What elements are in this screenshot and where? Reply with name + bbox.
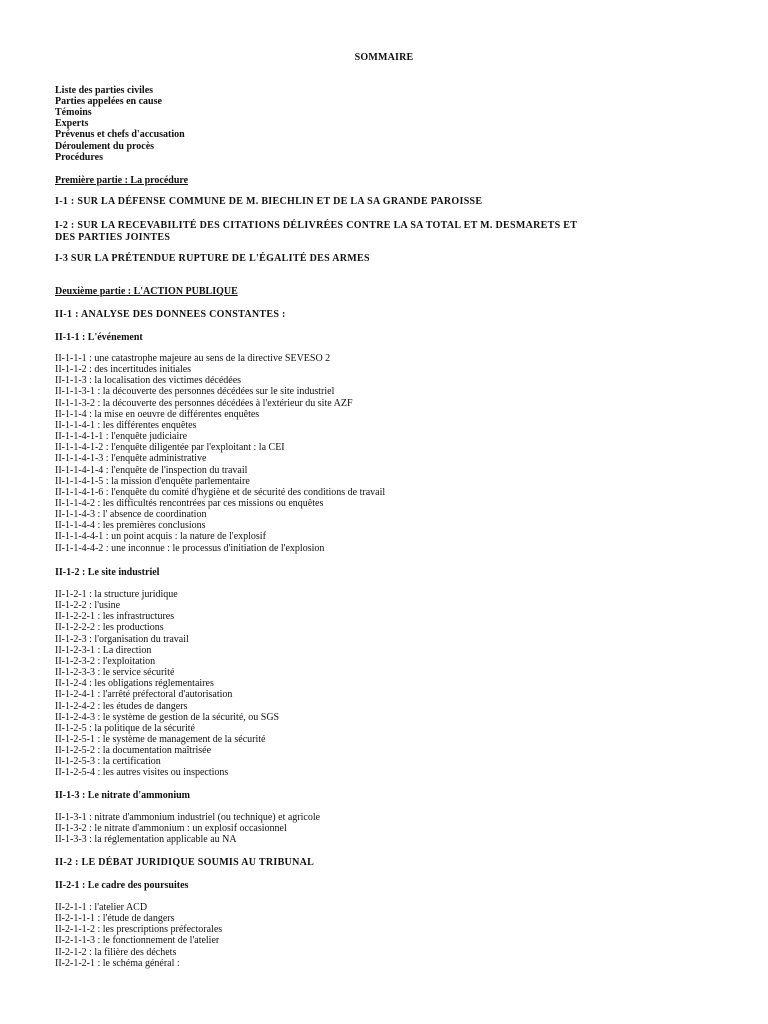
summary-entry: Procédures: [55, 151, 103, 163]
toc-entry: II-1-2-3-1 : La direction: [55, 644, 152, 656]
toc-entry: II-1-2-4 : les obligations réglementaires: [55, 678, 214, 690]
toc-entry: II-1-1-4-1 : les différentes enquêtes: [55, 419, 197, 431]
toc-entry: II-2-1-2 : la filière des déchets: [55, 946, 177, 958]
toc-entry: II-1-2-5-3 : la certification: [55, 756, 161, 768]
summary-entry: Prévenus et chefs d'accusation: [55, 129, 185, 141]
summary-entry: Déroulement du procès: [55, 140, 155, 152]
summary-entry: Parties appelées en cause: [55, 96, 162, 108]
part-one-heading: Première partie : La procédure: [55, 175, 189, 186]
toc-entry: II-1-1-4-4-2 : une inconnue : le processus d'initiation de l'explosion: [55, 542, 325, 554]
document-title: SOMMAIRE: [354, 52, 414, 63]
toc-entry: II-1-2-4-3 : le système de gestion de la sécurité, ou SGS: [55, 711, 280, 723]
toc-entry: II-1-2-4-1 : l'arrêté préfectoral d'autorisation: [55, 689, 233, 701]
toc-entry: II-1-2-5-1 : le système de management de la sécurité: [55, 733, 266, 745]
toc-entry: II-1-3-1 : nitrate d'ammonium industriel (ou technique) et agricole: [55, 812, 321, 823]
toc-entry: II-1-1-4-1-4 : l'enquête de l'inspection du travail: [55, 464, 248, 476]
subsection-heading: II-1-3 : Le nitrate d'ammonium: [55, 790, 190, 801]
subsection-heading: II-1-1 : L'événement: [55, 332, 143, 343]
toc-entry: II-1-2-3 : l'organisation du travail: [55, 633, 189, 645]
section-heading: II-2 : LE DÉBAT JURIDIQUE SOUMIS AU TRIBUNAL: [55, 857, 315, 868]
toc-entry: II-1-1-4 : la mise en oeuvre de différentes enquêtes: [55, 408, 260, 420]
toc-entry: II-1-1-1 : une catastrophe majeure au sens de la directive SEVESO 2: [55, 353, 331, 364]
toc-entry: II-1-2-4-2 : les études de dangers: [55, 700, 188, 712]
toc-entry: II-1-2-1 : la structure juridique: [55, 589, 178, 600]
toc-entry: II-1-2-2 : l'usine: [55, 600, 121, 612]
toc-entry: II-1-1-4-1-1 : l'enquête judiciaire: [55, 431, 188, 443]
toc-entry: II-1-3-2 : le nitrate d'ammonium : un explosif occasionnel: [55, 823, 287, 835]
toc-entry: II-1-2-3-3 : le service sécurité: [55, 667, 175, 679]
toc-entry: II-1-2-2-1 : les infrastructures: [55, 611, 175, 623]
toc-entry: II-1-1-3 : la localisation des victimes décédées: [55, 375, 242, 387]
section-heading: I-1 : SUR LA DÉFENSE COMMUNE DE M. BIECHLIN ET DE LA SA GRANDE PAROISSE: [55, 196, 483, 207]
part-two-title: : L'ACTION PUBLIQUE: [125, 286, 238, 297]
section-heading: I-2 : SUR LA RECEVABILITÉ DES CITATIONS DÉLIVRÉES CONTRE LA SA TOTAL ET M. DESMARETS ET: [55, 220, 578, 231]
subsection-heading: II-1-2 : Le site industriel: [55, 567, 160, 578]
section-heading: DES PARTIES JOINTES: [55, 232, 171, 243]
toc-entry: II-1-1-2 : des incertitudes initiales: [55, 364, 192, 376]
toc-entry: II-2-1-1-1 : l'étude de dangers: [55, 913, 175, 925]
toc-entry: II-2-1-1-2 : les prescriptions préfectorales: [55, 924, 223, 936]
toc-entry: II-1-2-3-2 : l'exploitation: [55, 655, 156, 667]
toc-entry: II-1-2-2-2 : les productions: [55, 622, 164, 634]
toc-entry: II-1-1-3-1 : la découverte des personnes décédées sur le site industriel: [55, 386, 335, 398]
section-heading: II-1 : ANALYSE DES DONNEES CONSTANTES :: [55, 309, 286, 320]
toc-entry: II-1-1-4-1-6 : l'enquête du comité d'hygiène et de sécurité des conditions de travail: [55, 486, 386, 498]
toc-entry: II-1-1-4-1-5 : la mission d'enquête parlementaire: [55, 475, 250, 487]
part-two-heading: [55, 286, 238, 297]
toc-entry: II-1-3-3 : la réglementation applicable au NA: [55, 834, 237, 846]
toc-entry: II-2-1-1 : l'atelier ACD: [55, 902, 148, 913]
toc-entry: II-1-1-3-2 : la découverte des personnes décédées à l'extérieur du site AZF: [55, 397, 353, 409]
part-two-label: Deuxième partie: [55, 286, 126, 297]
section-heading: I-3 SUR LA PRÉTENDUE RUPTURE DE L'ÉGALITÉ DES ARMES: [55, 253, 370, 264]
toc-entry: II-1-1-4-4 : les premières conclusions: [55, 520, 206, 532]
toc-entry: II-1-2-5-2 : la documentation maîtrisée: [55, 745, 212, 757]
toc-entry: II-1-1-4-1-3 : l'enquête administrative: [55, 453, 207, 465]
subsection-heading: II-2-1 : Le cadre des poursuites: [55, 880, 189, 891]
toc-entry: II-1-1-4-4-1 : un point acquis : la nature de l'explosif: [55, 531, 266, 543]
toc-entry: II-1-2-5-4 : les autres visites ou inspections: [55, 767, 229, 779]
toc-entry: II-1-1-4-1-2 : l'enquête diligentée par l'exploitant : la CEI: [55, 442, 285, 454]
toc-entry: II-1-1-4-3 : l' absence de coordination: [55, 509, 207, 521]
toc-entry: II-1-2-5 : la politique de la sécurité: [55, 722, 195, 734]
summary-entry: Liste des parties civiles: [55, 85, 154, 96]
summary-entry: Témoins: [55, 107, 92, 119]
summary-entry: Experts: [55, 118, 89, 130]
toc-entry: II-2-1-1-3 : le fonctionnement de l'atelier: [55, 935, 220, 947]
toc-entry: II-2-1-2-1 : le schéma général :: [55, 957, 180, 969]
toc-entry: II-1-1-4-2 : les difficultés rencontrées par ces missions ou enquêtes: [55, 497, 324, 509]
